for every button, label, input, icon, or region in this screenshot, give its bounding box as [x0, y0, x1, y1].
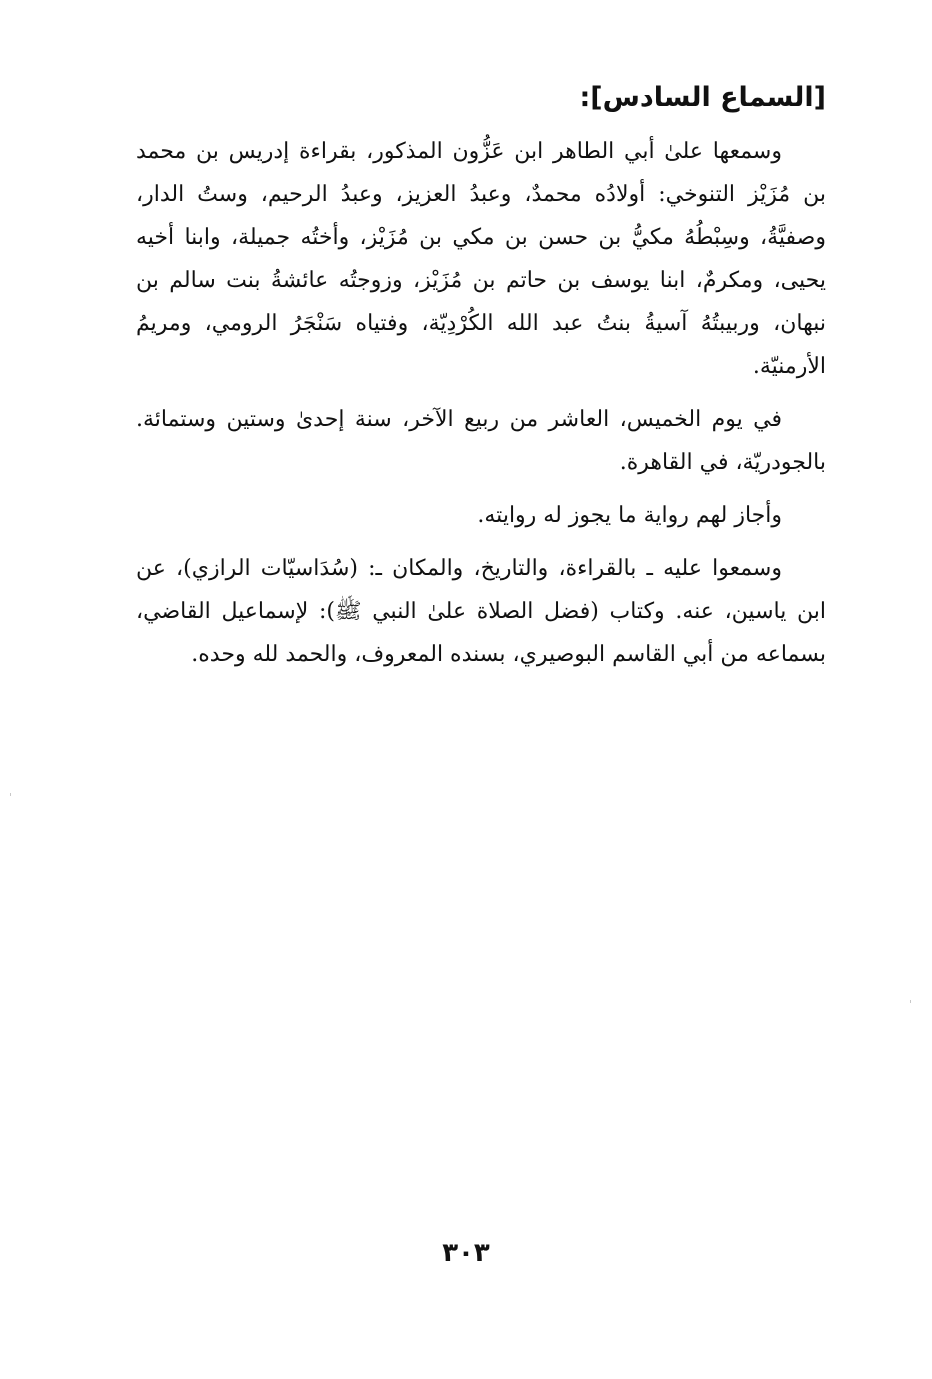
- paragraph-additional-works: وسمعوا عليه ـ بالقراءة، والتاريخ، والمكان ـ: (سُدَاسيّات الرازي)، عن ابن ياسين، عنه. وكتاب (فضل الصلاة علىٰ النبي ﷺ): لإسماعيل القاضي، بسماعه من أبي القاسم البوصيري، بسنده المعروف، والحمد لله وحده.: [136, 556, 826, 667]
- page-number: ٣٠٣: [442, 1238, 490, 1268]
- paragraph-listeners: وسمعها علىٰ أبي الطاهر ابن عَزُّون المذكور، بقراءة إدريس بن محمد بن مُزَيْز التنوخي: أولادُه محمدٌ، وعبدُ العزيز، وعبدُ الرحيم، وستُ الدار، وصفيَّةُ، وسِبْطُهُ مكيُّ بن حسن بن مكي بن مُزَيْز، وأختُه جميلة، وابنا أخيه يحيى، ومكرمٌ، ابنا يوسف بن حاتم بن مُزَيْز، وزوجتُه عائشةُ بنت سالم بن نبهان، وربيبتُهُ آسيةُ بنتُ عبد الله الكُرْدِيّة، وفتياه سَنْجَرُ الرومي، ومريمُ الأرمنيّة.: [136, 139, 826, 379]
- page-content: [136, 72, 826, 686]
- paragraph-license: وأجاز لهم رواية ما يجوز له روايته.: [477, 503, 782, 528]
- section-heading: [السماع السادس]:: [579, 82, 826, 113]
- paragraph-date-place: في يوم الخميس، العاشر من ربيع الآخر، سنة إحدىٰ وستين وستمائة. بالجودريّة، في القاهرة.: [136, 407, 826, 475]
- scan-speck: [10, 793, 11, 796]
- scan-speck: [910, 1000, 911, 1003]
